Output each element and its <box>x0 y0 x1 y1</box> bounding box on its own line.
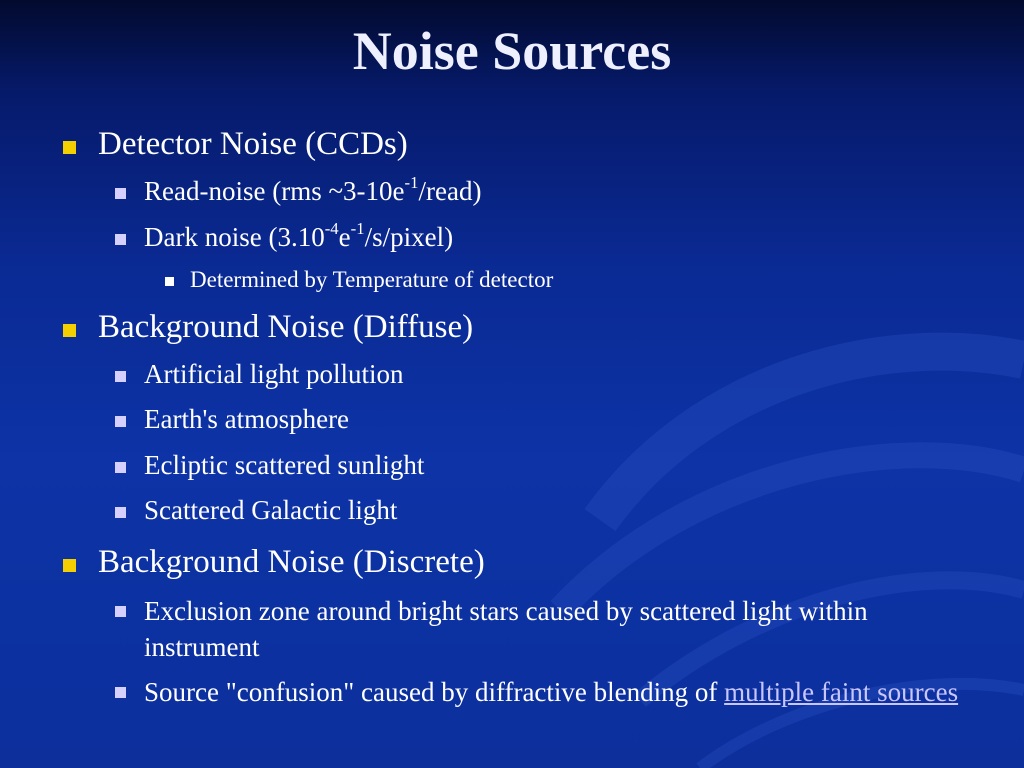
bullet-marker <box>63 559 76 572</box>
sub-bullet-marker <box>115 416 126 427</box>
item-read-noise: Read-noise (rms $\sim 3-10e^{-1}/read$) <box>144 173 482 206</box>
sub-bullet-marker <box>115 507 126 518</box>
item-artificial-light: Artificial light pollution <box>144 359 404 389</box>
item-earth-atmosphere: Earth's atmosphere <box>144 404 350 434</box>
bullet-detector-noise: Detector Noise (CCDs) <box>98 126 408 162</box>
item-dark-noise: Dark noise $(3.10^{-4}e^{-1}/s/pixel)$ <box>144 219 454 252</box>
item-galactic-light: Scattered Galactic light <box>144 495 398 525</box>
sub-bullet-marker <box>115 687 126 698</box>
slide-title: Noise Sources <box>352 21 672 81</box>
item-temperature: Determined by Temperature of detector <box>190 267 554 292</box>
sub-bullet-marker <box>115 462 126 473</box>
bullet-background-discrete: Background Noise (Discrete) <box>98 544 485 580</box>
item-source-confusion: Source "confusion" caused by diffractive blending of multiple faint sources <box>144 677 959 707</box>
bullet-marker <box>63 324 76 337</box>
bullet-marker <box>63 141 76 154</box>
item-ecliptic-sunlight: Ecliptic scattered sunlight <box>144 450 425 480</box>
sub-bullet-marker <box>115 606 126 617</box>
item-exclusion-zone: Exclusion zone around bright stars caused by scattered light within instrument <box>144 596 868 662</box>
sub-bullet-marker <box>115 188 126 199</box>
bullet-background-diffuse: Background Noise (Diffuse) <box>98 309 474 345</box>
multiple-faint-sources-link[interactable]: multiple faint sources <box>724 677 959 707</box>
sub-sub-bullet-marker <box>165 277 174 286</box>
sub-bullet-marker <box>115 234 126 245</box>
sub-bullet-marker <box>115 371 126 382</box>
